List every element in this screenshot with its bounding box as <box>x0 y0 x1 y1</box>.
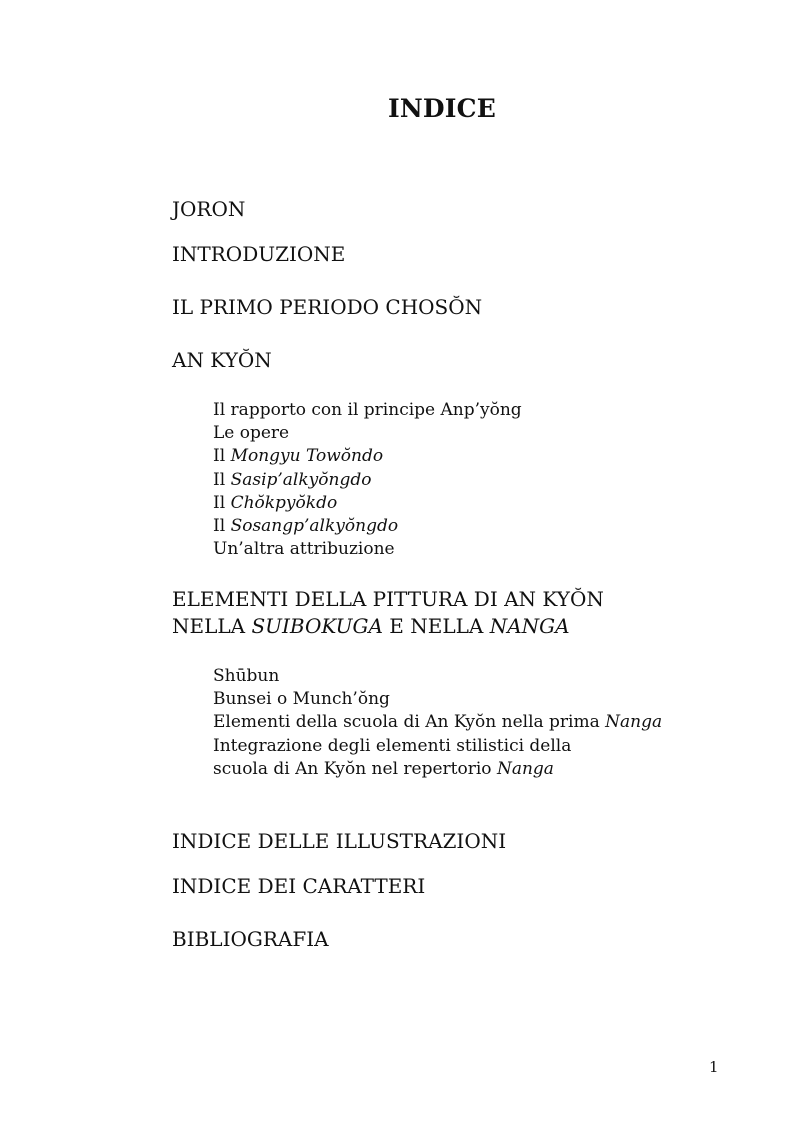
toc-sub-prefix: Il <box>213 446 231 467</box>
toc-entry-joron: JORON <box>172 197 246 221</box>
toc-sub-title: Nanga <box>605 712 663 733</box>
toc-sub-title: Sosangp’alkyŏngdo <box>230 516 399 537</box>
toc-sub-shubun: Shūbun <box>213 666 280 686</box>
toc-entry-indice-illustrazioni: INDICE DELLE ILLUSTRAZIONI <box>172 829 507 853</box>
toc-sub-attribuzione: Un’altra attribuzione <box>213 539 395 560</box>
toc-sub-prefix: Il <box>213 469 231 490</box>
toc-entry-elementi-line1: ELEMENTI DELLA PITTURA DI AN KYŎN <box>172 587 604 611</box>
toc-subsection-an-kyon <box>213 399 522 561</box>
toc-sub-rapporto: Il rapporto con il principe Anp’yŏng <box>213 400 522 420</box>
toc-entry-italic: NANGA <box>489 614 570 638</box>
toc-sub-mongyu <box>213 445 522 468</box>
toc-sub-sasip <box>213 469 522 492</box>
toc-entry-elementi-line2 <box>172 614 570 638</box>
toc-sub-title: Sasip’alkyŏngdo <box>230 469 372 490</box>
page-number: 1 <box>709 1058 719 1076</box>
toc-sub-title: Chŏkpyŏkdo <box>230 492 338 513</box>
toc-entry-text: E NELLA <box>382 614 490 638</box>
toc-sub-prefix: Il <box>213 492 231 513</box>
toc-sub-prima-nanga <box>213 711 662 734</box>
toc-sub-sosang <box>213 515 522 538</box>
toc-sub-prefix: scuola di An Kyŏn nel repertorio <box>213 758 497 779</box>
toc-entry-italic: SUIBOKUGA <box>251 614 383 638</box>
toc-entry-indice-caratteri: INDICE DEI CARATTERI <box>172 874 426 898</box>
toc-sub-chokpyokdo <box>213 492 522 515</box>
toc-sub-repertorio <box>213 758 662 781</box>
toc-entry-an-kyon: AN KYŎN <box>172 348 272 372</box>
page-title: INDICE <box>387 94 497 123</box>
toc-subsection-elementi <box>213 665 662 781</box>
toc-sub-prefix: Il <box>213 516 231 537</box>
toc-sub-opere: Le opere <box>213 423 290 444</box>
toc-sub-prefix: Elementi della scuola di An Kyŏn nella prima <box>213 712 606 733</box>
toc-sub-title: Mongyu Towŏndo <box>230 446 384 467</box>
toc-entry-text: NELLA <box>172 614 252 638</box>
toc-sub-bunsei: Bunsei o Munch’ŏng <box>213 689 390 710</box>
toc-sub-integrazione: Integrazione degli elementi stilistici della <box>213 735 572 756</box>
toc-entry-bibliografia: BIBLIOGRAFIA <box>172 927 329 951</box>
toc-sub-title: Nanga <box>496 758 554 779</box>
toc-entry-primo-periodo: IL PRIMO PERIODO CHOSŎN <box>172 295 483 319</box>
toc-entry-introduzione: INTRODUZIONE <box>172 242 346 266</box>
